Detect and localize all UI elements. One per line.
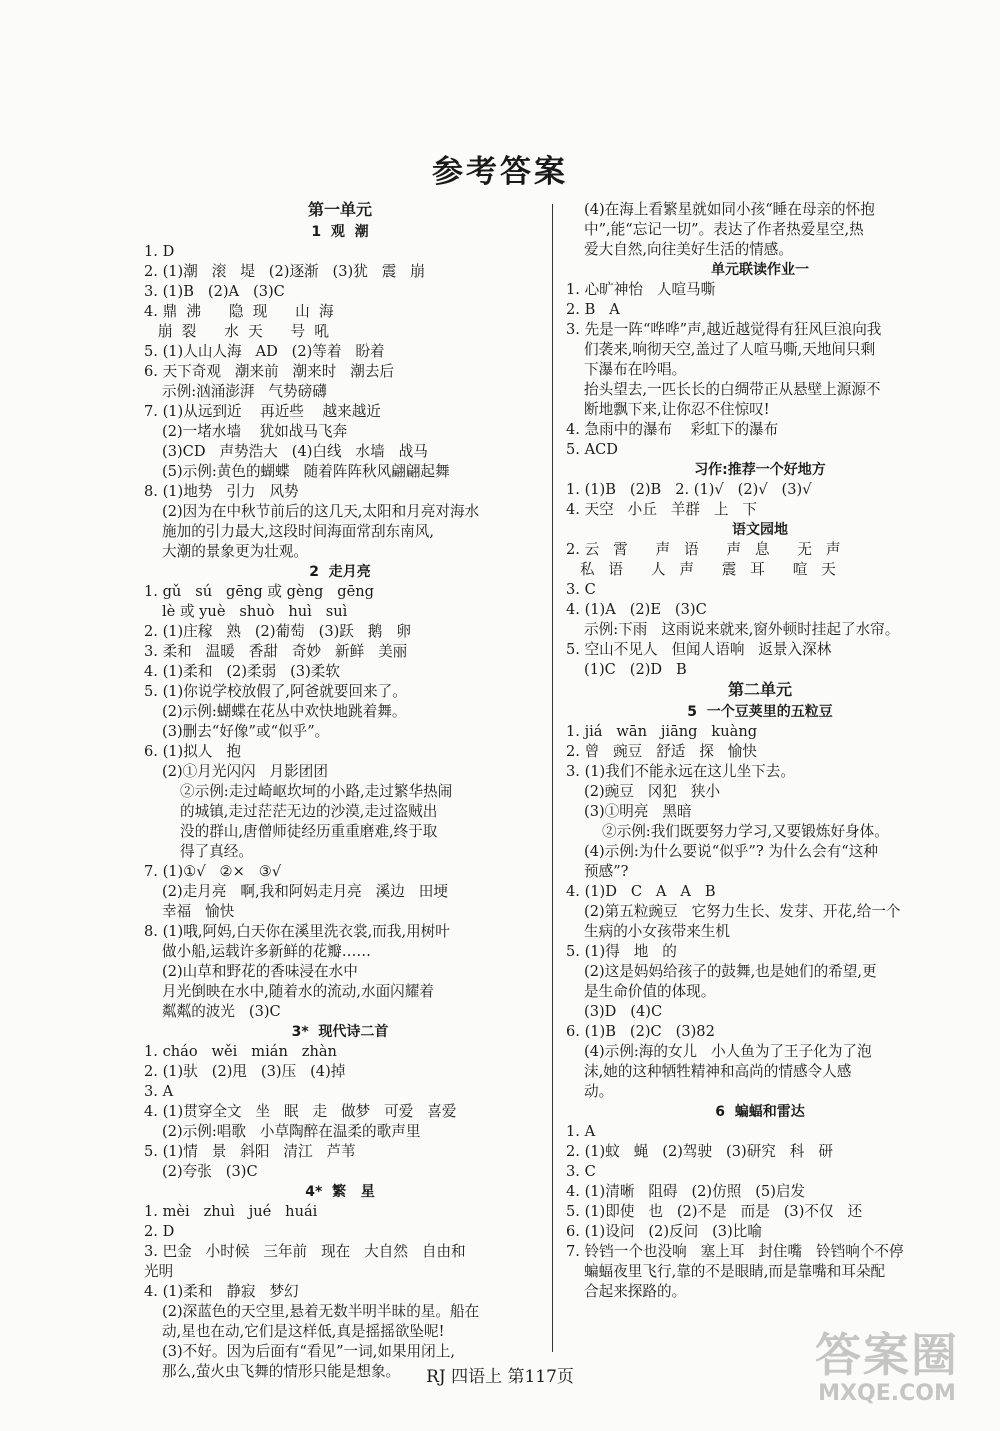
unit-heading: 第二单元 xyxy=(727,680,792,699)
answer-line: (2)示例:蝴蝶在花丛中欢快地跳着舞。 xyxy=(162,703,407,720)
answer-line: 6. 天下奇观 潮来前 潮来时 潮去后 xyxy=(144,363,395,380)
answer-line: 1. mèi zhuì jué huái xyxy=(144,1203,318,1220)
section-heading: 6 蝙蝠和雷达 xyxy=(715,1104,805,1120)
answer-line: 6. (1)B (2)C (3)82 xyxy=(566,1023,715,1040)
answer-line: 3. 先是一阵“哗哗”声,越近越觉得有狂风巨浪向我 xyxy=(566,321,882,338)
answer-line: 1. D xyxy=(144,243,175,260)
answer-line: 2. B A xyxy=(566,301,620,318)
answer-line: 6. (1)拟人 抱 xyxy=(144,743,241,760)
answer-line: 7. (1)从远到近 再近些 越来越近 xyxy=(144,403,381,420)
watermark-logo xyxy=(792,1317,982,1417)
answer-line: 幸福 愉快 xyxy=(162,903,235,920)
answer-line: 4. (1)A (2)E (3)C xyxy=(566,601,707,618)
answer-line: 3. (1)B (2)A (3)C xyxy=(144,283,285,300)
page-footer: RJ 四语上 第117页 xyxy=(426,1367,574,1387)
answer-line: 3. (1)我们不能永远在这儿坐下去。 xyxy=(566,763,795,780)
answer-line: 是生命价值的体现。 xyxy=(584,983,716,1000)
answer-line: (2)第五粒豌豆 它努力生长、发芽、开花,给一个 xyxy=(584,903,901,920)
answer-line: ②示例:走过崎岖坎坷的小路,走过繁华热闹 xyxy=(180,783,453,800)
answer-line: 月光倒映在水中,随着水的流动,水面闪耀着 xyxy=(162,983,434,1000)
page-title: 参考答案 xyxy=(432,154,568,190)
answer-line: 8. (1)哦,阿妈,白天你在溪里洗衣裳,而我,用树叶 xyxy=(144,923,450,940)
answer-line: 8. (1)地势 引力 风势 xyxy=(144,483,299,500)
section-heading: 5 一个豆荚里的五粒豆 xyxy=(687,704,833,720)
answer-line: 2. D xyxy=(144,1223,175,1240)
answer-line: 5. (1)人山人海 AD (2)等着 盼着 xyxy=(144,343,385,360)
answer-line: 6. (1)设问 (2)反问 (3)比喻 xyxy=(566,1223,762,1240)
answer-line: 3. 巴金 小时候 三年前 现在 大自然 自由和 xyxy=(144,1243,466,1260)
answer-line: 蝙蝠夜里飞行,靠的不是眼睛,而是靠嘴和耳朵配 xyxy=(584,1263,886,1280)
answer-line: 1. jiá wān jiāng kuàng xyxy=(566,723,758,740)
answer-line: 4. (1)清晰 阻碍 (2)仿照 (5)启发 xyxy=(566,1183,806,1200)
answer-line: 2. (1)庄稼 熟 (2)葡萄 (3)跃 鹅 卵 xyxy=(144,623,411,640)
answer-line: 施加的引力最大,这段时间海面常刮东南风, xyxy=(162,523,434,540)
answer-line: 崩 裂 水 天 号 吼 xyxy=(144,323,329,340)
answer-line: 4. 天空 小丘 羊群 上 下 xyxy=(566,501,757,518)
answer-line: 5. ACD xyxy=(566,441,618,458)
answer-line: (2)这是妈妈给孩子的鼓舞,也是她们的希望,更 xyxy=(584,963,877,980)
answer-line: 下瀑布在吟唱。 xyxy=(584,361,687,378)
answer-line: 沫,她的这种牺牲精神和高尚的情感令人感 xyxy=(584,1063,852,1080)
answer-line: 1. 心旷神怡 人喧马嘶 xyxy=(566,281,716,298)
answer-line: (3)①明亮 黑暗 xyxy=(584,803,692,820)
section-heading: 语文园地 xyxy=(732,522,788,538)
answer-line: 4. 鼎 沸 隐 现 山 海 xyxy=(144,303,334,320)
answer-line: 5. (1)你说学校放假了,阿爸就要回来了。 xyxy=(144,683,407,700)
answer-line: 4. 急雨中的瀑布 彩虹下的瀑布 xyxy=(566,421,779,438)
answer-line: 4. (1)D C A A B xyxy=(566,883,716,900)
answer-line: 动,星也在动,它们是这样低,真是摇摇欲坠呢! xyxy=(162,1323,445,1340)
answer-line: 5. (1)得 地 的 xyxy=(566,943,677,960)
section-heading: 单元联读作业一 xyxy=(711,262,809,278)
left-column xyxy=(144,200,536,1382)
answer-line: 1. A xyxy=(566,1123,596,1140)
answer-line: 2. (1)蚊 蝇 (2)驾驶 (3)研究 科 研 xyxy=(566,1143,833,1160)
answer-line: 合起来探路的。 xyxy=(584,1283,687,1300)
answer-line: (3)删去“好像”或“似乎”。 xyxy=(162,723,330,740)
answer-line: (4)在海上看繁星就如同小孩“睡在母亲的怀抱 xyxy=(584,201,875,218)
section-heading: 1 观 潮 xyxy=(311,224,369,240)
answer-line: 断地飘下来,让你忍不住惊叹! xyxy=(584,401,770,418)
answer-line: 4. (1)柔和 (2)柔弱 (3)柔软 xyxy=(144,663,340,680)
answer-line: 3. C xyxy=(566,581,596,598)
answer-line: 3. A xyxy=(144,1083,174,1100)
answer-line: 3. 柔和 温暖 香甜 奇妙 新鲜 美丽 xyxy=(144,643,408,660)
answer-line: (2)夸张 (3)C xyxy=(162,1163,258,1180)
answer-line: (2)一堵水墙 犹如战马飞奔 xyxy=(162,423,348,440)
answer-line: 1. (1)B (2)B 2. (1)√ (2)√ (3)√ xyxy=(566,481,812,498)
answer-line: 大潮的景象更为壮观。 xyxy=(162,543,308,560)
answer-line: (3)CD 声势浩大 (4)白线 水墙 战马 xyxy=(162,443,428,460)
column-divider xyxy=(552,204,553,1352)
answer-line: 没的群山,唐僧师徒经历重重磨难,终于取 xyxy=(180,823,438,840)
answer-line: (2)①月光闪闪 月影团团 xyxy=(162,763,328,780)
answer-line: 那么,萤火虫飞舞的情形只能是想象。 xyxy=(162,1363,401,1380)
section-heading: 4* 繁 星 xyxy=(305,1184,375,1200)
answer-line: 5. 空山不见人 但闻人语响 返景入深林 xyxy=(566,641,832,658)
answer-line: 4. (1)柔和 静寂 梦幻 xyxy=(144,1283,299,1300)
answer-line: 2. 曾 豌豆 舒适 探 愉快 xyxy=(566,743,757,760)
answer-line: 得了真经。 xyxy=(180,843,253,860)
answer-line: 动。 xyxy=(584,1083,614,1100)
answer-line: (2)走月亮 啊,我和阿妈走月亮 溪边 田埂 xyxy=(162,883,448,900)
answer-line: (2)豌豆 冈犯 狭小 xyxy=(584,783,721,800)
section-heading: 习作:推荐一个好地方 xyxy=(694,462,826,478)
answer-line: 1. cháo wěi mián zhàn xyxy=(144,1043,337,1060)
answer-line: 4. (1)贯穿全文 坐 眠 走 做梦 可爱 喜爱 xyxy=(144,1103,457,1120)
section-heading: 2 走月亮 xyxy=(309,564,371,580)
answer-line: 粼粼的波光 (3)C xyxy=(162,1003,281,1020)
answer-line: 抬头望去,一匹长长的白绸带正从悬壁上源源不 xyxy=(584,381,881,398)
answer-line: 生病的小女孩带来生机 xyxy=(584,923,730,940)
answer-line: 的城镇,走过茫茫无边的沙漠,走过盗贼出 xyxy=(180,803,438,820)
answer-line: 爱大自然,向往美好生活的情感。 xyxy=(584,241,793,258)
answer-line: 预感”? xyxy=(584,863,629,880)
right-column xyxy=(566,200,954,1302)
answer-line: 5. (1)即使 也 (2)不是 而是 (3)不仅 还 xyxy=(566,1203,863,1220)
answer-line: 5. (1)情 景 斜阳 清江 芦苇 xyxy=(144,1143,356,1160)
answer-line: (4)示例:海的女儿 小人鱼为了王子化为了泡 xyxy=(584,1043,872,1060)
answer-line: (2)因为在中秋节前后的这几天,太阳和月亮对海水 xyxy=(162,503,480,520)
answer-line: 做小船,运载许多新鲜的花瓣…… xyxy=(162,943,371,960)
answer-line: 2. (1)驮 (2)甩 (3)压 (4)掉 xyxy=(144,1063,346,1080)
answer-line: (4)示例:为什么要说“似乎”? 为什么会有“这种 xyxy=(584,843,878,860)
watermark-glyphs: 答案圈 xyxy=(815,1328,959,1382)
answer-line: 光明 xyxy=(144,1263,174,1280)
answer-line: (1)C (2)D B xyxy=(584,661,687,678)
answer-line: (2)示例:唱歌 小草陶醉在温柔的歌声里 xyxy=(162,1123,421,1140)
answer-line: 7. (1)①√ ②× ③√ xyxy=(144,863,282,880)
answer-line: 2. 云 霄 声 语 声 息 无 声 xyxy=(566,541,841,558)
answer-line: 示例:汹涌澎湃 气势磅礴 xyxy=(162,383,327,400)
answer-line: 7. 铃铛一个也没响 塞上耳 封住嘴 铃铛响个不停 xyxy=(566,1243,904,1260)
answer-line: (2)深蓝色的天空里,悬着无数半明半昧的星。船在 xyxy=(162,1303,480,1320)
section-heading: 3* 现代诗二首 xyxy=(291,1024,389,1040)
unit-heading: 第一单元 xyxy=(307,200,372,219)
watermark-url: MXQE.COM xyxy=(818,1381,956,1406)
answer-line: 私 语 人 声 震 耳 喧 天 xyxy=(566,561,836,578)
answer-line: (3)不好。因为后面有“看见”一词,如果用闭上, xyxy=(162,1343,455,1360)
answer-line: 2. (1)潮 滚 堤 (2)逐渐 (3)犹 震 崩 xyxy=(144,263,425,280)
answer-line: ②示例:我们既要努力学习,又要锻炼好身体。 xyxy=(602,823,889,840)
answer-line: lè 或 yuè shuò huì suì xyxy=(162,603,348,620)
answer-line: 3. C xyxy=(566,1163,596,1180)
answer-line: 示例:下雨 这雨说来就来,窗外顿时挂起了水帘。 xyxy=(584,621,900,638)
answer-line: 1. gǔ sú gēng 或 gèng gēng xyxy=(144,583,374,600)
answer-line: 中”,能“忘记一切”。表达了作者热爱星空,热 xyxy=(584,221,864,238)
answer-line: 们袭来,响彻天空,盖过了人喧马嘶,天地间只剩 xyxy=(584,341,876,358)
answer-line: (2)山草和野花的香味浸在水中 xyxy=(162,963,358,980)
answer-line: (5)示例:黄色的蝴蝶 随着阵阵秋风翩翩起舞 xyxy=(162,463,450,480)
answer-line: (3)D (4)C xyxy=(584,1003,663,1020)
